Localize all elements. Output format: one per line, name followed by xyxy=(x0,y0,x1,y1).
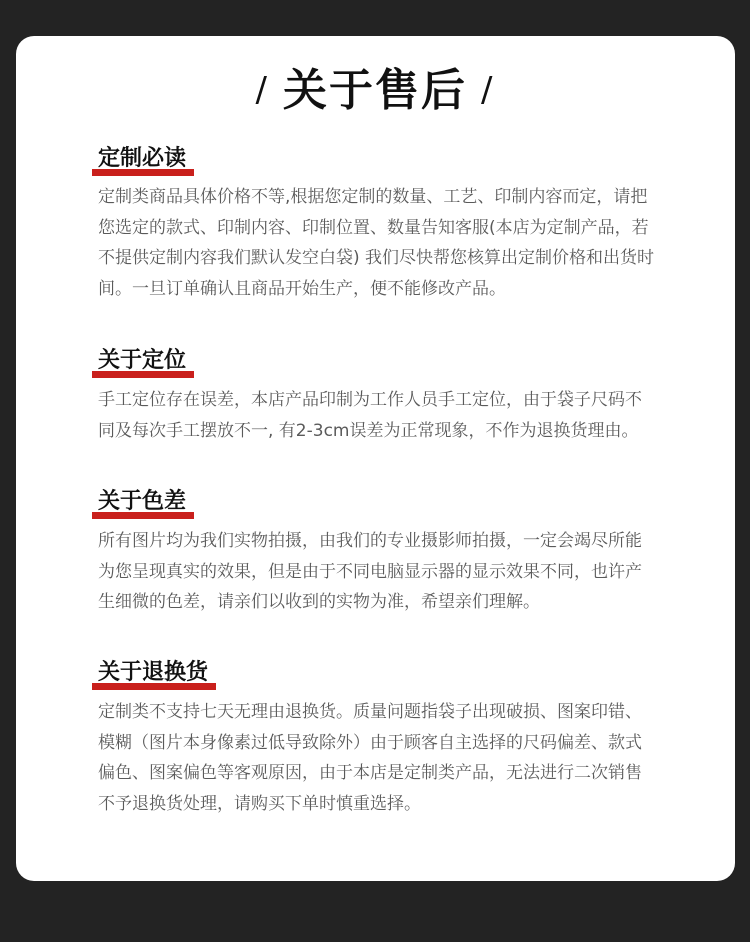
section-body-returns: 定制类不支持七天无理由退换货。质量问题指袋子出现破损、图案印错、模糊（图片本身像素过低导致除外）由于顾客自主选择的尺码偏差、款式偏色、图案偏色等客观原因，由于本店是定制类产品，无法进行二次销售不予退换货处理，请购买下单时慎重选择。 xyxy=(98,702,642,814)
page-title-text: 关于售后 xyxy=(283,65,467,116)
section-heading-custom-notice: 定制必读 xyxy=(96,145,186,173)
section-body-custom-notice: 定制类商品具体价格不等,根据您定制的数量、工艺、印制内容而定，请把您选定的款式、印制内容、印制位置、数量告知客服(本店为定制产品，若不提供定制内容我们默认发空白袋) 我们尽快帮您核算出定制价格和出货时间。一旦订单确认且商品开始生产，便不能修改产品。 xyxy=(98,187,655,299)
section-body-positioning: 手工定位存在误差，本店产品印制为工作人员手工定位，由于袋子尺码不同及每次手工摆放不一, 有2-3cm误差为正常现象，不作为退换货理由。 xyxy=(98,390,642,441)
section-body-color-difference: 所有图片均为我们实物拍摄，由我们的专业摄影师拍摄，一定会竭尽所能为您呈现真实的效果，但是由于不同电脑显示器的显示效果不同，也许产生细微的色差，请亲们以收到的实物为准，希望亲们理解。 xyxy=(98,531,642,612)
title-slash-right: / xyxy=(481,70,495,110)
section-heading-returns: 关于退换货 xyxy=(96,659,208,687)
section-heading-positioning: 关于定位 xyxy=(96,347,186,375)
page-title xyxy=(0,54,750,118)
section-heading-color-difference: 关于色差 xyxy=(96,488,186,516)
title-slash-left: / xyxy=(255,70,269,110)
